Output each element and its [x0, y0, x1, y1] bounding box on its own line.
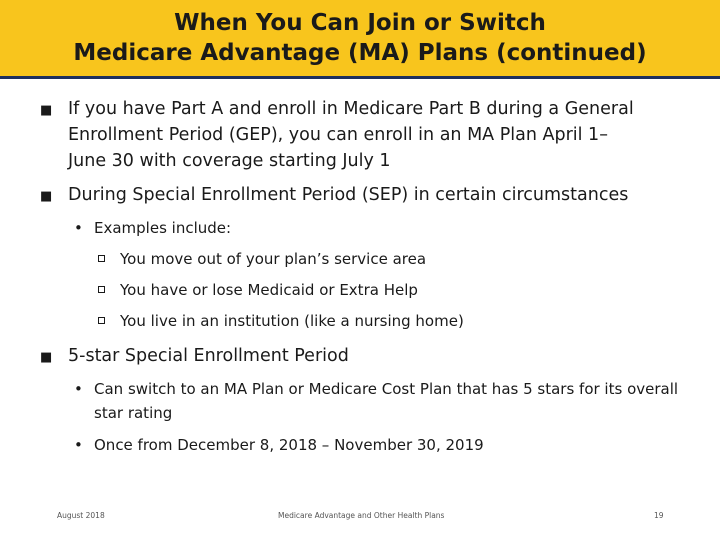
bullet-gep	[0, 96, 640, 174]
square-bullet-icon: ■	[40, 103, 53, 118]
dot-bullet-icon: •	[74, 380, 83, 398]
sub-bullet-examples	[0, 216, 700, 240]
bullet-five-star	[0, 343, 640, 369]
page-number: 19	[654, 511, 664, 520]
checkbox-square-icon	[98, 286, 105, 293]
footer-date: August 2018	[57, 511, 105, 520]
sub-bullet-five-star-window	[0, 433, 700, 457]
sub-bullet-five-star-switch	[0, 377, 700, 425]
square-bullet-icon: ■	[40, 350, 53, 365]
example-item-text: You live in an institution (like a nursing home)	[120, 312, 464, 330]
sub-bullet-text: Can switch to an MA Plan or Medicare Cost Plan that has 5 stars for its overall star rating	[94, 380, 679, 422]
footer-title: Medicare Advantage and Other Health Plans	[278, 511, 445, 520]
example-item	[0, 278, 720, 302]
example-item	[0, 309, 720, 333]
checkbox-square-icon	[98, 255, 105, 262]
bullet-sep	[0, 182, 640, 208]
sub-bullet-text: Once from December 8, 2018 – November 30, 2019	[94, 436, 484, 454]
dot-bullet-icon: •	[74, 436, 83, 454]
example-item-text: You have or lose Medicaid or Extra Help	[120, 281, 418, 299]
example-item	[0, 247, 720, 271]
example-item-text: You move out of your plan’s service area	[120, 250, 427, 268]
sub-bullet-examples-text: Examples include:	[94, 219, 232, 237]
slide-title-line-1: When You Can Join or Switch	[174, 10, 546, 36]
checkbox-square-icon	[98, 317, 105, 324]
slide-body	[0, 96, 720, 457]
bullet-sep-text: During Special Enrollment Period (SEP) in certain circumstances	[68, 185, 629, 205]
slide-title-line-2: Medicare Advantage (MA) Plans (continued)	[73, 40, 647, 66]
bullet-five-star-text: 5-star Special Enrollment Period	[68, 346, 349, 366]
square-bullet-icon: ■	[40, 189, 53, 204]
dot-bullet-icon: •	[74, 219, 83, 237]
title-bar	[0, 0, 720, 79]
bullet-gep-text: If you have Part A and enroll in Medicare Part B during a General Enrollment Period (GEP), you can enroll in an MA Plan April 1–June 30 with coverage starting July 1	[68, 99, 634, 171]
